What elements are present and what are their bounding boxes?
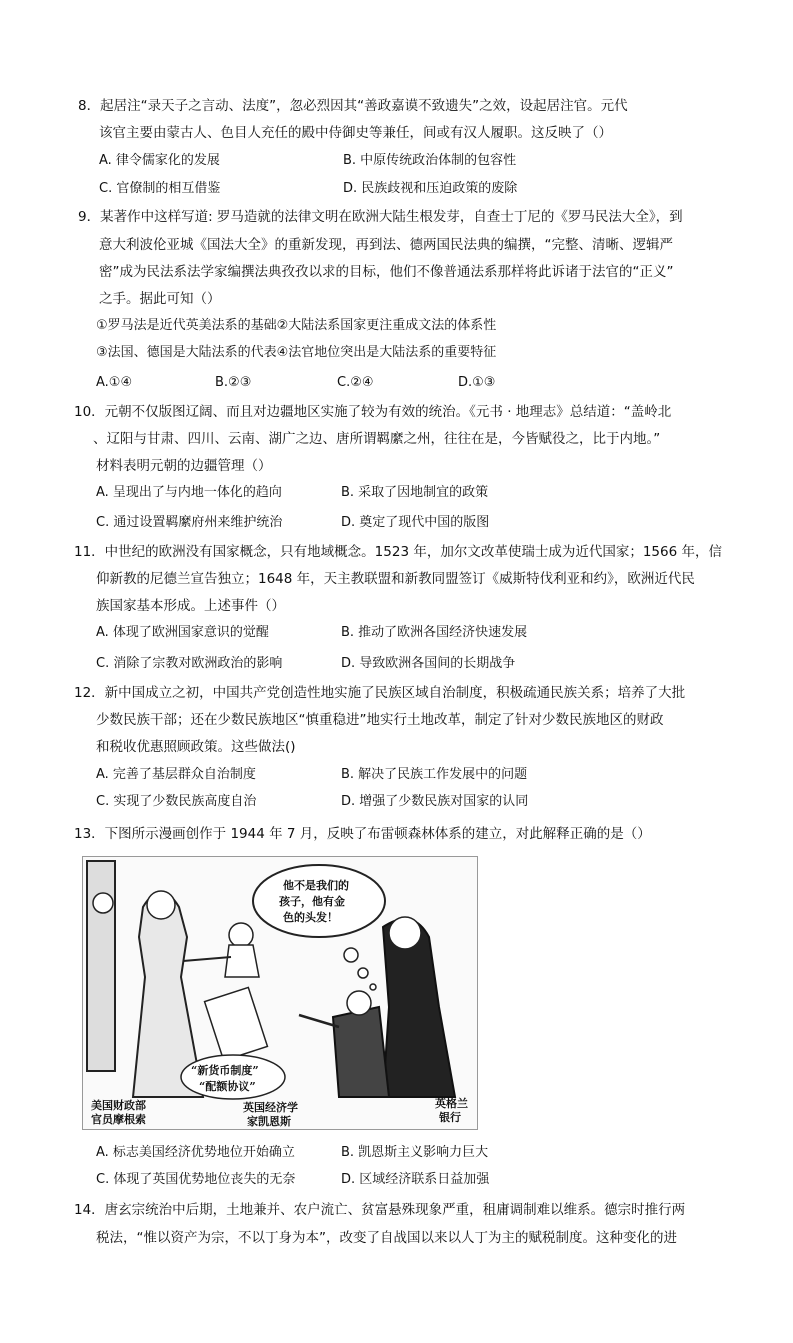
- thought-dot-3: [370, 984, 376, 990]
- caption-right-1: 英格兰: [435, 1097, 468, 1110]
- q9-option-a: A.①④: [96, 375, 133, 390]
- bubble-line3: 色的头发！: [283, 911, 338, 924]
- q8-option-b: B. 中原传统政治体制的包容性: [343, 153, 517, 168]
- caption-mid-1: 英国经济学: [243, 1101, 298, 1114]
- q9-option-d: D.①③: [458, 375, 496, 390]
- q9-statement-line2: ③法国、德国是大陆法系的代表④法官地位突出是大陆法系的重要特征: [96, 345, 497, 360]
- q8-option-d: D. 民族歧视和压迫政策的废除: [343, 181, 518, 196]
- q8-stem-line1: 8．起居注“录天子之言动、法度”，忽必烈因其“善政嘉谟不致遗失”之效，设起居注官。元代: [78, 98, 628, 114]
- q8-option-c: C. 官僚制的相互借鉴: [99, 181, 221, 196]
- q9-stem-line4: 之手。据此可知（）: [99, 291, 221, 307]
- q12-option-a: A. 完善了基层群众自治制度: [96, 767, 256, 782]
- q13-option-b: B. 凯恩斯主义影响力巨大: [341, 1145, 489, 1160]
- q11-stem-line2: 仰新教的尼德兰宣告独立；1648 年，天主教联盟和新教同盟签订《威斯特伐利亚和约》，欧洲近代民: [96, 571, 695, 587]
- q12-option-d: D. 增强了少数民族对国家的认同: [341, 794, 529, 809]
- q10-option-c: C. 通过设置羁縻府州来维护统治: [96, 515, 283, 530]
- q13-option-a: A. 标志美国经济优势地位开始确立: [96, 1145, 295, 1160]
- peeking-face: [93, 893, 113, 913]
- q12-stem-line2: 少数民族干部；还在少数民族地区“慎重稳进”地实行土地改革，制定了针对少数民族地区的财政: [96, 712, 664, 728]
- thought-dot-1: [344, 948, 358, 962]
- q13-option-c: C. 体现了英国优势地位丧失的无奈: [96, 1172, 296, 1187]
- q13-option-d: D. 区域经济联系日益加强: [341, 1172, 490, 1187]
- baby-tag: [205, 987, 268, 1060]
- q11-option-a: A. 体现了欧洲国家意识的觉醒: [96, 625, 269, 640]
- q10-stem-line2: 、辽阳与甘肃、四川、云南、湖广之边、唐所谓羁縻之州，往往在是，今皆赋役之，比于内地。”: [93, 431, 661, 447]
- q9-option-b: B.②③: [215, 375, 252, 390]
- q9-stem-line2: 意大利波伦亚城《国法大全》的重新发现，再到法、德两国民法典的编撰，“完整、清晰、逻辑严: [99, 237, 673, 253]
- cartoon-drawing: [83, 857, 477, 1129]
- q12-option-b: B. 解决了民族工作发展中的问题: [341, 767, 528, 782]
- q12-option-c: C. 实现了少数民族高度自治: [96, 794, 257, 809]
- nurse-arm: [183, 957, 231, 961]
- q13-stem-line1: 13．下图所示漫画创作于 1944 年 7 月，反映了布雷顿森林体系的建立，对此解释正确的是（）: [74, 826, 651, 842]
- caption-left-2: 官员摩根索: [91, 1113, 146, 1126]
- bretton-woods-cartoon: [82, 856, 478, 1130]
- q12-stem-line3: 和税收优惠照顾政策。这些做法(): [96, 739, 296, 755]
- nurse-head: [147, 891, 175, 919]
- caption-left-1: 美国财政部: [91, 1099, 146, 1112]
- q10-option-a: A. 呈现出了与内地一体化的趋向: [96, 485, 282, 500]
- q9-stem-line1: 9．某著作中这样写道: 罗马造就的法律文明在欧洲大陆生根发芽，自查士丁尼的《罗马民法大全》，到: [78, 209, 683, 225]
- q9-statement-line1: ①罗马法是近代英美法系的基础②大陆法系国家更注重成文法的体系性: [96, 318, 497, 333]
- caption-mid-2: 家凯恩斯: [247, 1115, 291, 1128]
- baby-body: [225, 945, 259, 977]
- q10-stem-line1: 10．元朝不仅版图辽阔、而且对边疆地区实施了较为有效的统治。《元书 · 地理志》总结道：“盖岭北: [74, 404, 672, 420]
- q9-option-c: C.②④: [337, 375, 374, 390]
- q11-option-c: C. 消除了宗教对欧洲政治的影响: [96, 656, 283, 671]
- q14-stem-line2: 税法，“惟以资产为宗，不以丁身为本”，改变了自战国以来以人丁为主的赋税制度。这种变化的进: [96, 1230, 677, 1246]
- q11-stem-line3: 族国家基本形成。上述事件（）: [96, 598, 285, 614]
- q11-stem-line1: 11．中世纪的欧洲没有国家概念，只有地域概念。1523 年，加尔文改革使瑞士成为近代国家；1566 年，信: [74, 544, 722, 560]
- tag-line1: “新货币制度”: [191, 1064, 259, 1077]
- q8-stem-line2: 该官主要由蒙古人、色目人充任的殿中侍御史等兼任，间或有汉人履职。这反映了（）: [99, 125, 612, 141]
- baby-head: [229, 923, 253, 947]
- q14-stem-line1: 14．唐玄宗统治中后期，土地兼并、农户流亡、贫富悬殊现象严重，租庸调制难以维系。德宗时推行两: [74, 1202, 686, 1218]
- bank-figure-head: [389, 917, 421, 949]
- q10-option-b: B. 采取了因地制宜的政策: [341, 485, 489, 500]
- q9-stem-line3: 密”成为民法系法学家编撰法典孜孜以求的目标，他们不像普通法系那样将此诉诸于法官的“正义”: [99, 264, 674, 280]
- tag-line2: “配额协议”: [199, 1080, 256, 1093]
- q11-option-d: D. 导致欧洲各国间的长期战争: [341, 656, 516, 671]
- q8-option-a: A. 律令儒家化的发展: [99, 153, 220, 168]
- bubble-line2: 孩子，他有金: [279, 895, 345, 908]
- caption-right-2: 银行: [439, 1111, 461, 1124]
- keynes-head: [347, 991, 371, 1015]
- q11-option-b: B. 推动了欧洲各国经济快速发展: [341, 625, 528, 640]
- q12-stem-line1: 12．新中国成立之初，中国共产党创造性地实施了民族区域自治制度，积极疏通民族关系；培养了大批: [74, 685, 686, 701]
- keynes-figure: [333, 1007, 389, 1097]
- thought-dot-2: [358, 968, 368, 978]
- bank-of-england-figure: [383, 919, 455, 1097]
- q10-option-d: D. 奠定了现代中国的版图: [341, 515, 490, 530]
- bubble-line1: 他不是我们的: [283, 879, 349, 892]
- q10-stem-line3: 材料表明元朝的边疆管理（）: [96, 458, 272, 474]
